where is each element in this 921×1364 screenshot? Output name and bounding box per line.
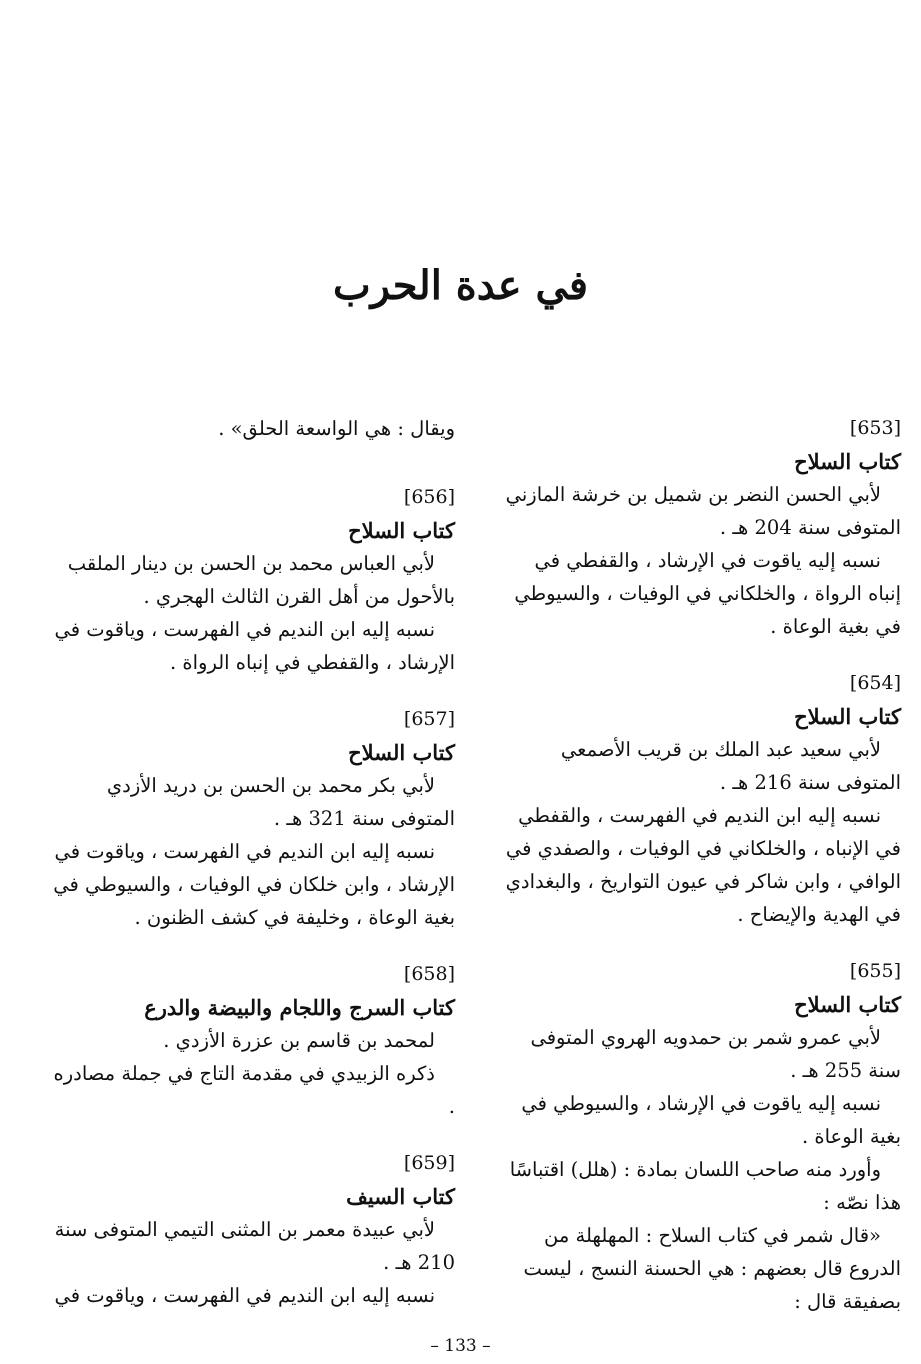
entry-author: لأبي عمرو شمر بن حمدويه الهروي المتوفى سنة 255 هـ .	[530, 1026, 901, 1082]
page-number: – 133 –	[430, 1336, 491, 1356]
entry-title: كتاب السرج واللجام والبيضة والدرع	[144, 995, 455, 1020]
entry-title: كتاب السلاح	[348, 518, 455, 543]
entry-655	[498, 955, 901, 1318]
entry-658	[53, 958, 455, 1123]
entry-title: كتاب السلاح	[794, 704, 901, 729]
right-column	[498, 412, 901, 1342]
quote-continuation: ويقال : هي الواسعة الحلق» .	[218, 417, 455, 440]
entry-657	[53, 703, 455, 934]
entry-author: لأبي عبيدة معمر بن المثنى التيمي المتوفى سنة 210 هـ .	[54, 1218, 455, 1274]
entry-title: كتاب السلاح	[348, 740, 455, 765]
entry-number: [658]	[403, 963, 455, 985]
entry-quote: «قال شمر في كتاب السلاح : المهلهلة من الدروع قال بعضهم : هي الحسنة النسج ، ليست بصفيقة قال :	[523, 1224, 901, 1313]
entry-sources: ذكره الزبيدي في مقدمة التاج في جملة مصادره .	[53, 1062, 455, 1118]
page-title: في عدة الحرب	[333, 262, 588, 309]
entry-sources: نسبه إليه ياقوت في الإرشاد ، والقفطي في إنباه الرواة ، والخلكاني في الوفيات ، والسيوطي في بغية الوعاة .	[514, 549, 901, 638]
entry-author: لأبي بكر محمد بن الحسن بن دريد الأزدي المتوفى سنة 321 هـ .	[106, 774, 455, 830]
entry-sources: نسبه إليه ابن النديم في الفهرست ، وياقوت في الإرشاد ، والقفطي في إنباه الرواة .	[54, 618, 455, 674]
entry-sources: نسبه إليه ابن النديم في الفهرست ، وياقوت في	[54, 1284, 435, 1307]
entry-number: [659]	[403, 1152, 455, 1174]
entry-author: لمحمد بن قاسم بن عزرة الأزدي .	[163, 1029, 435, 1052]
entry-title: كتاب السيف	[346, 1184, 455, 1209]
entry-title: كتاب السلاح	[794, 449, 901, 474]
entry-number: [653]	[849, 417, 901, 439]
entry-quote-intro: وأورد منه صاحب اللسان بمادة : (هلل) اقتباسًا هذا نصّه :	[509, 1158, 901, 1214]
entry-number: [657]	[403, 708, 455, 730]
entry-author: لأبي الحسن النضر بن شميل بن خرشة المازني المتوفى سنة 204 هـ .	[505, 483, 901, 539]
entry-author: لأبي العباس محمد بن الحسن بن دينار الملقب بالأحول من أهل القرن الثالث الهجري .	[67, 552, 455, 608]
left-column	[53, 412, 455, 1336]
entry-653	[498, 412, 901, 643]
entry-sources: نسبه إليه ابن النديم في الفهرست ، وياقوت في الإرشاد ، وابن خلكان في الوفيات ، والسيوطي في بغية الوعاة ، وخليفة في كشف الظنون .	[53, 840, 455, 929]
entry-author: لأبي سعيد عبد الملك بن قريب الأصمعي المتوفى سنة 216 هـ .	[560, 738, 901, 794]
entry-number: [655]	[849, 960, 901, 982]
entry-title: كتاب السلاح	[794, 992, 901, 1017]
entry-656	[53, 481, 455, 679]
entry-654	[498, 667, 901, 931]
entry-sources: نسبه إليه ياقوت في الإرشاد ، والسيوطي في بغية الوعاة .	[521, 1092, 901, 1148]
entry-sources: نسبه إليه ابن النديم في الفهرست ، والقفطي في الإنباه ، والخلكاني في الوفيات ، والصفدي في الوافي ، وابن شاكر في عيون التواريخ ، والبغدادي في الهدية والإيضاح .	[505, 804, 901, 926]
entry-number: [654]	[849, 672, 901, 694]
entry-number: [656]	[403, 486, 455, 508]
entry-659	[53, 1147, 455, 1312]
